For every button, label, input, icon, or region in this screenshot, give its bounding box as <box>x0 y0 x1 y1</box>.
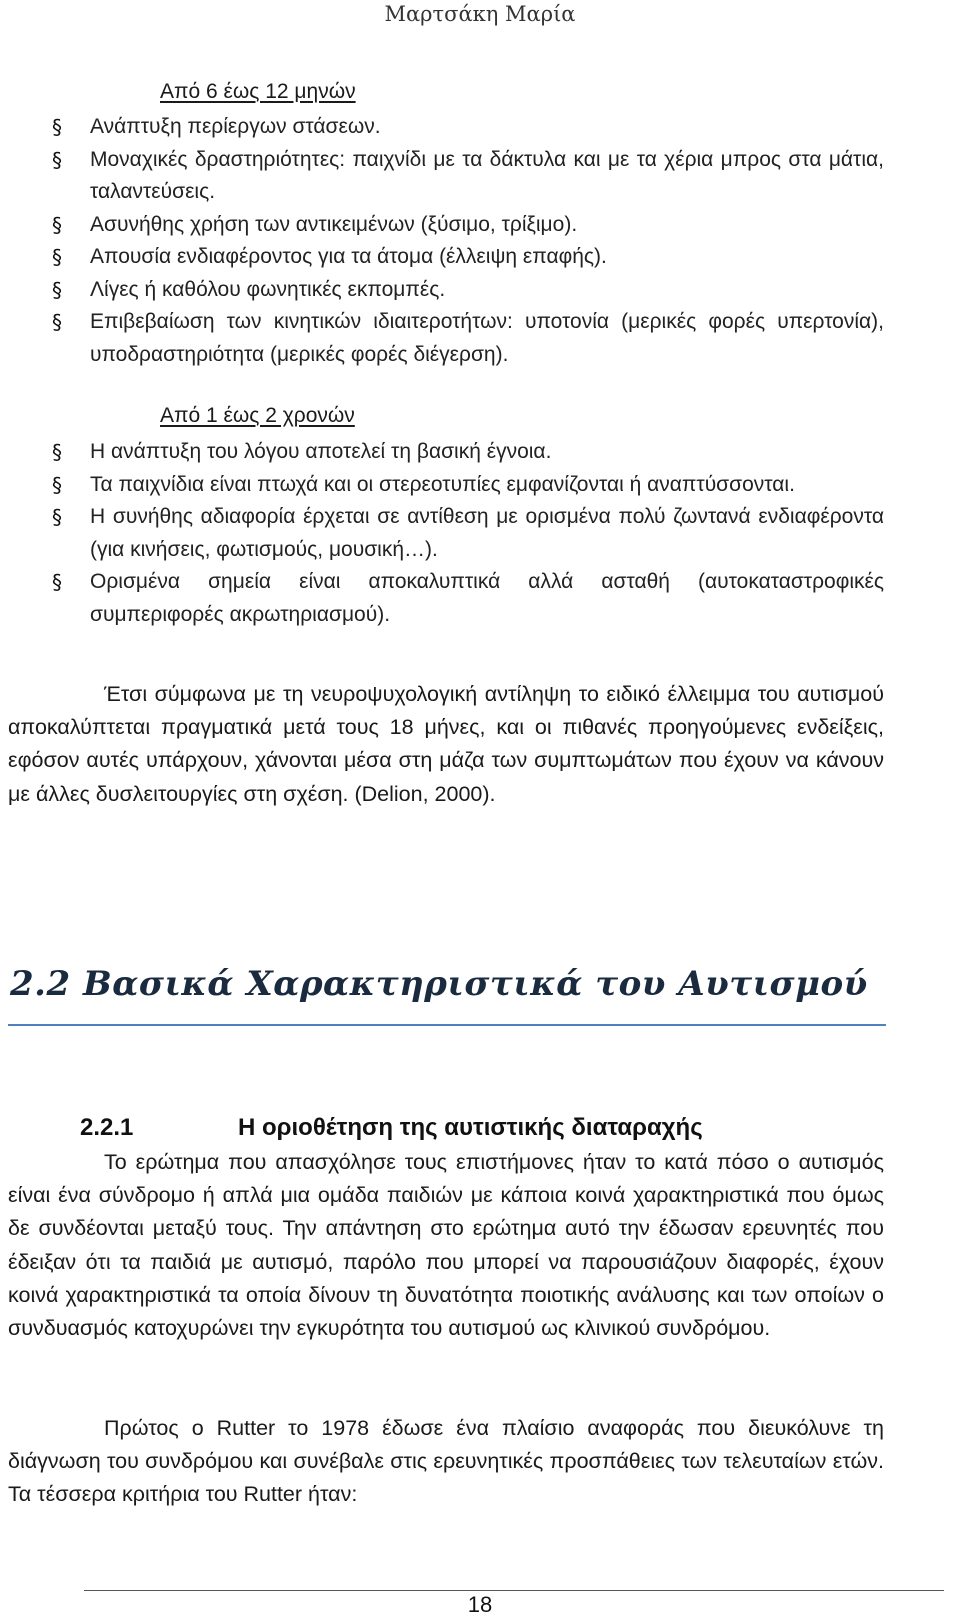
list-item: § Ασυνήθης χρήση των αντικειμένων (ξύσιμο, τρίξιμο). <box>52 209 884 242</box>
heading-underline <box>8 1024 886 1026</box>
bullet-section-icon: § <box>52 212 62 237</box>
list-item: § Λίγες ή καθόλου φωνητικές εκπομπές. <box>52 274 884 307</box>
bullet-list-6-12-months <box>52 111 884 371</box>
body-paragraph-syndrome: Το ερώτημα που απασχόλησε τους επιστήμονες ήταν το κατά πόσο ο αυτισμός είναι ένα σύνδρομο ή απλά μια ομάδα παιδιών με κάποια κοινά χαρακτηριστικά που όμως δε συνδέονται μεταξύ τους. Την απάντηση στο ερώτημα αυτό την έδωσαν ερευνητές που έδειξαν ότι τα παιδιά με αυτισμό, παρόλο που μπορεί να παρουσιάζουν διαφορές, έχουν κοινά χαρακτηριστικά τα οποία δίνουν τη δυνατότητα ποιοτικής ανάλυσης και των οποίων ο συνδυασμός κατοχυρώνει την εγκυρότητα του αυτισμού ως κλινικού συνδρόμου. <box>8 1150 884 1341</box>
footer-divider <box>84 1590 944 1591</box>
bullet-section-icon: § <box>52 115 62 139</box>
section-heading-2-2: 2.2 Βασικά Χαρακτηριστικά του Αυτισμού <box>10 964 868 1004</box>
bullet-section-icon: § <box>52 472 62 497</box>
subsection-title: Η οριοθέτηση της αυτιστικής διαταραχής <box>238 1114 703 1141</box>
subsection-number: 2.2.1 <box>80 1114 134 1141</box>
running-header: Μαρτσάκη Μαρία <box>384 2 576 26</box>
body-paragraph-neuropsychology: Έτσι σύμφωνα με τη νευροψυχολογική αντίληψη το ειδικό έλλειμμα του αυτισμού αποκαλύπτεται πραγματικά μετά τους 18 μήνες, και οι πιθανές προηγούμενες ενδείξεις, εφόσον αυτές υπάρχουν, χάνονται μέσα στη μάζα των συμπτωμάτων που έχουν να κάνουν με άλλες δυσλειτουργίες στη σχέση. (Delion, 2000). <box>8 682 884 806</box>
bullet-section-icon: § <box>52 505 62 529</box>
subheading-6-12-months: Από 6 έως 12 μηνών <box>160 80 356 103</box>
bullet-section-icon: § <box>52 147 62 172</box>
bullet-section-icon: § <box>52 440 62 464</box>
list-item: § Τα παιχνίδια είναι πτωχά και οι στερεοτυπίες εμφανίζονται ή αναπτύσσονται. <box>52 469 884 502</box>
bullet-section-icon: § <box>52 245 62 269</box>
bullet-list-1-2-years <box>52 436 884 631</box>
subheading-1-2-years: Από 1 έως 2 χρονών <box>160 404 355 427</box>
bullet-section-icon: § <box>52 310 62 334</box>
bullet-section-icon: § <box>52 570 62 594</box>
list-item: § Ορισμένα σημεία είναι αποκαλυπτικά αλλά ασταθή (αυτοκαταστροφικές συμπεριφορές ακρωτηριασμού). <box>52 566 884 631</box>
list-item: § Επιβεβαίωση των κινητικών ιδιαιτεροτήτων: υποτονία (μερικές φορές υπερτονία), υποδραστηριότητα (μερικές φορές διέγερση). <box>52 306 884 371</box>
list-item: § Μοναχικές δραστηριότητες: παιχνίδι με τα δάκτυλα και με τα χέρια μπρος στα μάτια, ταλαντεύσεις. <box>52 144 884 209</box>
list-item: § Απουσία ενδιαφέροντος για τα άτομα (έλλειψη επαφής). <box>52 241 884 274</box>
body-paragraph-rutter: Πρώτος ο Rutter το 1978 έδωσε ένα πλαίσιο αναφοράς που διευκόλυνε τη διάγνωση του συνδρόμου και συνέβαλε στις ερευνητικές προσπάθειες των τελευταίων ετών. Τα τέσσερα κριτήρια του Rutter ήταν: <box>8 1416 884 1507</box>
bullet-section-icon: § <box>52 277 62 302</box>
list-item: § Η ανάπτυξη του λόγου αποτελεί τη βασική έγνοια. <box>52 436 884 469</box>
list-item: § Ανάπτυξη περίεργων στάσεων. <box>52 111 884 144</box>
list-item: § Η συνήθης αδιαφορία έρχεται σε αντίθεση με ορισμένα πολύ ζωντανά ενδιαφέροντα (για κινήσεις, φωτισμούς, μουσική…). <box>52 501 884 566</box>
page-number: 18 <box>467 1592 493 1617</box>
